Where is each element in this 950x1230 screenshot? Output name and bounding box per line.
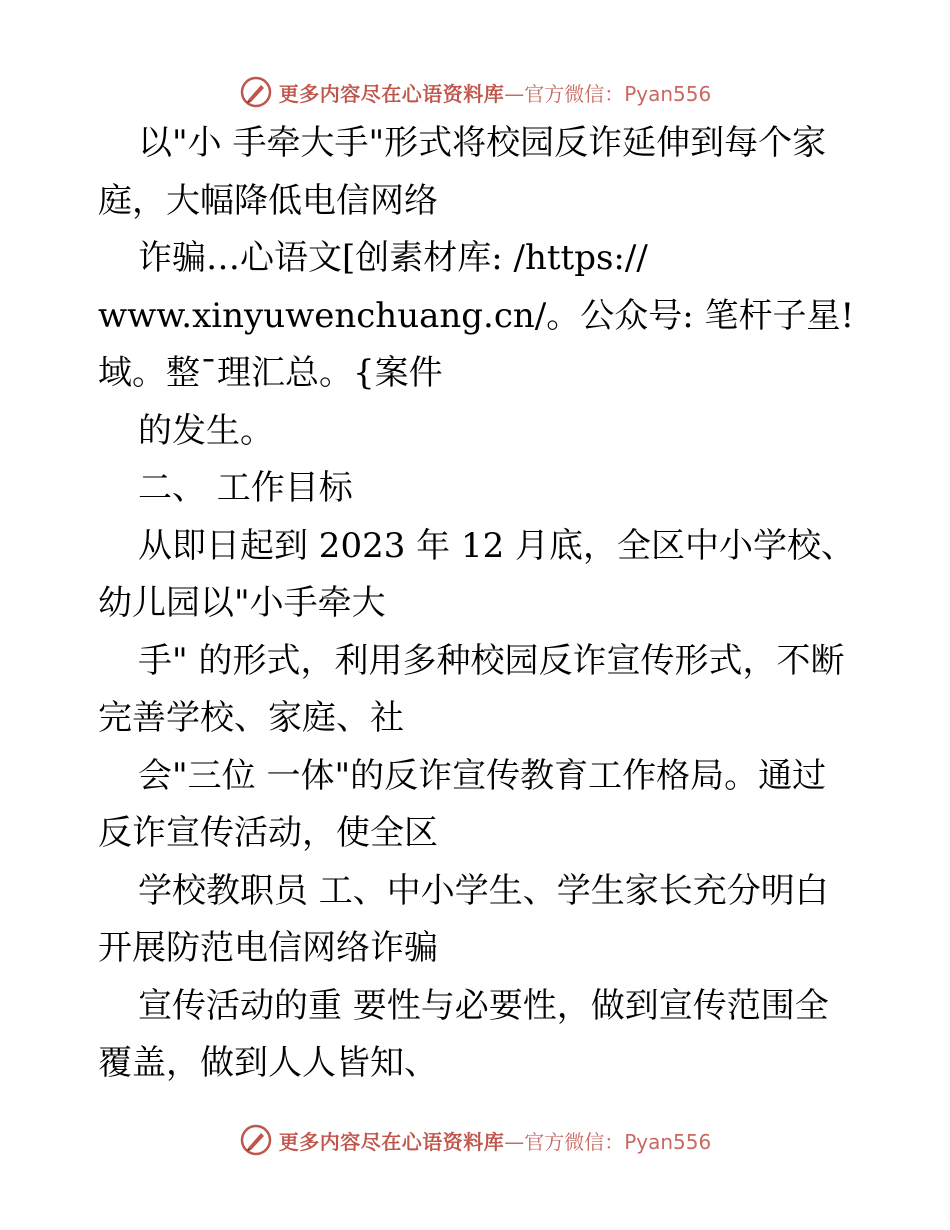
footer-watermark [0, 1120, 950, 1160]
text-line: 手" 的形式，利用多种校园反诈宣传形式，不断 [138, 640, 845, 681]
watermark-contact: —官方微信：Pyan556 [504, 1129, 712, 1154]
text-line: 开展防范电信网络诈骗 [98, 928, 438, 968]
text-line: 域。整¯理汇总。{案件 [98, 353, 443, 393]
body-text [98, 115, 888, 1093]
text-line: 会"三位 一体"的反诈宣传教育工作格局。通过 [138, 755, 827, 796]
text-line: 幼儿园以"小手牵大 [98, 583, 386, 623]
section-heading: 二、 工作目标 [138, 468, 353, 508]
text-line: 从即日起到 2023 年 12 月底，全区中小学校、 [138, 525, 856, 566]
text-line: 诈骗…心语文[创素材库: /https:// [138, 238, 648, 278]
text-line: 反诈宣传活动，使全区 [98, 813, 438, 853]
text-line: 以"小 手牵大手"形式将校园反诈延伸到每个家 [138, 123, 827, 163]
watermark-brand: 更多内容尽在心语资料库 [278, 1129, 505, 1154]
pen-logo-icon [239, 75, 273, 109]
text-line: 的发生。 [138, 410, 274, 451]
text-line: www.xinyuwenchuang.cn/。公众号: 笔杆子星! [98, 295, 855, 336]
watermark-contact: —官方微信：Pyan556 [504, 81, 712, 106]
text-line: 覆盖，做到人人皆知、 [98, 1043, 438, 1083]
text-line: 学校教职员 工、中小学生、学生家长充分明白 [138, 870, 829, 911]
text-line: 庭，大幅降低电信网络 [98, 180, 438, 221]
header-watermark [0, 72, 950, 112]
watermark-brand: 更多内容尽在心语资料库 [278, 81, 505, 106]
pen-logo-icon [239, 1123, 273, 1157]
text-line: 完善学校、家庭、社 [98, 698, 404, 738]
text-line: 宣传活动的重 要性与必要性，做到宣传范围全 [138, 985, 829, 1026]
